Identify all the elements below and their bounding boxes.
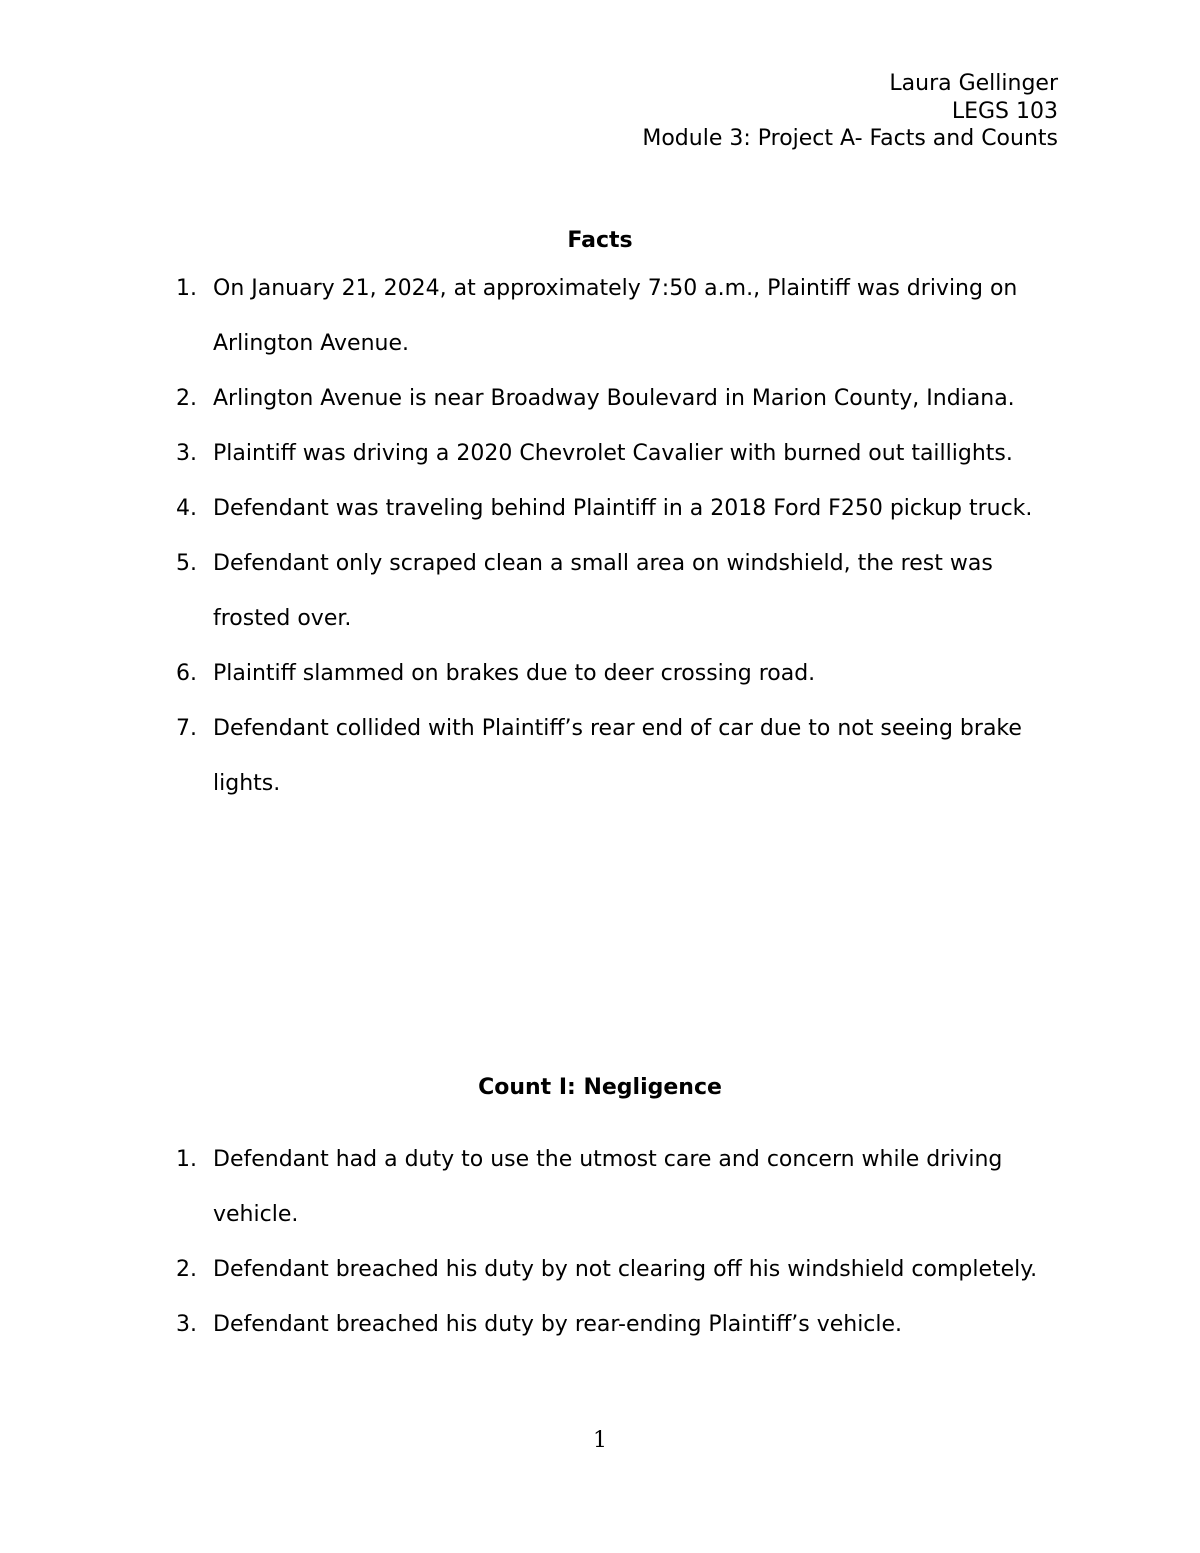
list-number: 2. [176, 1257, 197, 1282]
fact-text: Defendant only scraped clean a small area on windshield, the rest was frosted over. [213, 551, 993, 631]
facts-list [172, 261, 1072, 811]
fact-item [172, 261, 1072, 371]
count-item [172, 1132, 1072, 1242]
list-number: 3. [176, 441, 197, 466]
course-code: LEGS 103 [951, 98, 1058, 124]
page-number: 1 [593, 1428, 607, 1453]
fact-item [172, 371, 1072, 426]
fact-text: Plaintiff slammed on brakes due to deer crossing road. [213, 661, 816, 686]
fact-text: Defendant was traveling behind Plaintiff in a 2018 Ford F250 pickup truck. [213, 496, 1033, 521]
author-name: Laura Gellinger [889, 71, 1058, 96]
count-text: Defendant breached his duty by not clearing off his windshield completely. [213, 1257, 1038, 1282]
count-item [172, 1297, 1072, 1352]
document-header [642, 70, 1058, 153]
list-number: 6. [176, 661, 197, 686]
count-negligence-list [172, 1132, 1072, 1352]
fact-text: On January 21, 2024, at approximately 7:50 a.m., Plaintiff was driving on Arlington Avenue. [213, 276, 1018, 356]
fact-item [172, 426, 1072, 481]
fact-item [172, 646, 1072, 701]
list-number: 7. [176, 716, 197, 741]
fact-item [172, 481, 1072, 536]
list-number: 4. [176, 496, 197, 521]
facts-heading: Facts [567, 228, 633, 253]
list-number: 3. [176, 1312, 197, 1337]
count-negligence-heading: Count I: Negligence [478, 1075, 722, 1100]
fact-item [172, 536, 1072, 646]
fact-text: Defendant collided with Plaintiff’s rear end of car due to not seeing brake lights. [213, 716, 1022, 796]
list-number: 1. [176, 1147, 197, 1172]
assignment-title: Module 3: Project A- Facts and Counts [642, 126, 1058, 151]
fact-item [172, 701, 1072, 811]
fact-text: Plaintiff was driving a 2020 Chevrolet Cavalier with burned out taillights. [213, 441, 1013, 466]
list-number: 5. [176, 551, 197, 576]
count-text: Defendant breached his duty by rear-ending Plaintiff’s vehicle. [213, 1312, 903, 1337]
count-text: Defendant had a duty to use the utmost care and concern while driving vehicle. [213, 1147, 1003, 1227]
list-number: 2. [176, 386, 197, 411]
count-item [172, 1242, 1072, 1297]
fact-text: Arlington Avenue is near Broadway Boulevard in Marion County, Indiana. [213, 386, 1015, 411]
list-number: 1. [176, 276, 197, 301]
